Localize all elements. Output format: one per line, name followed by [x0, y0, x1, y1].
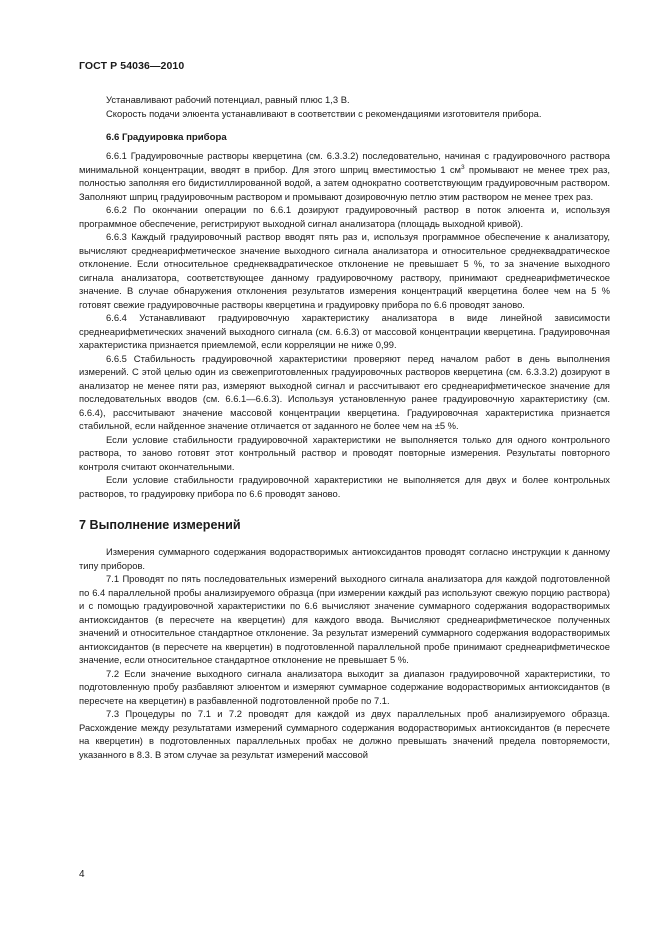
paragraph-7-3: 7.3 Процедуры по 7.1 и 7.2 проводят для каждой из двух параллельных проб анализируемого образца. Расхождение между результатами измерений суммарного содержания водорастворимых антиоксидантов (в пересчете на кверцетин) в подготовленных параллельных пробах не должно превышать значений предела повторяемости, указанного в 8.3. В этом случае за результат измерений массовой: [79, 708, 610, 760]
page-content: [79, 93, 610, 761]
paragraph-6-6-1-text-b: промывают не менее трех раз, полностью заполняя его бидистиллированной водой, а затем однократно соответствующим градуировочным раствором. Заполняют шприц градуировочным раствором и промывают дозировочную петлю этим раствором не менее трех раз.: [79, 163, 610, 202]
paragraph-eluent-rate: Скорость подачи элюента устанавливают в соответствии с рекомендациями изготовителя прибора.: [106, 107, 542, 119]
paragraph-7-1: 7.1 Проводят по пять последовательных измерений выходного сигнала анализатора для каждой подготовленной по 6.4 параллельной пробы анализируемого образца (при измерении каждый раз используют свежую порцию раствора) и с помощью градуировочной характеристики по 6.6 вычисляют значение суммарного содержания водорастворимых антиоксидантов (в пересчете на кверцетин) для каждого ввода. Вычисляют среднеарифметическое полученных значений и относительное стандартное отклонение. За результат измерений суммарного содержания водорастворимых антиоксидантов (в пересчете на кверцетин) в подготовленной параллельной пробе принимают среднеарифметическое значение, если относительное стандартное отклонение не превышает 5 %.: [79, 573, 610, 665]
paragraph-6-6-2: 6.6.2 По окончании операции по 6.6.1 дозируют градуировочный раствор в поток элюента и, используя программное обеспечение, регистрируют выходной сигнал анализатора (площадь выходной кривой).: [79, 204, 610, 229]
section-title-7: 7 Выполнение измерений: [79, 518, 241, 532]
paragraph-6-6-5: 6.6.5 Стабильность градуировочной характеристики проверяют перед началом работ в день выполнения измерений. С этой целью один из свежеприготовленных градуировочных растворов кверцетина (см. 6.3.3.2) дозируют в анализатор не менее пяти раз, измеряют выходной сигнал и рассчитывают его среднеарифметическое значение для последовательных вводов (см. 6.6.1—6.6.3). Используя установленную ранее градуировочную характеристику (см. 6.6.4), рассчитывают значение массовой концентрации кверцетина. Градуировочная характеристика признается стабильной, если найденное значение отличается от заданного не более чем на ±5 %.: [79, 352, 610, 431]
paragraph-6-6-3: 6.6.3 Каждый градуировочный раствор вводят пять раз и, используя программное обеспечение к анализатору, вычисляют среднеарифметическое значение выходного сигнала анализатора и относительное среднеквадратическое отклонение. Если относительное среднеквадратическое отклонение не превышает 5 %, то за значение выходного сигнала анализатора, соответствующее данному градуировочному раствору, принимают среднеарифметическое значение. В случае обнаружения отклонения результатов измерения концентраций кверцетина более чем на 5 % готовят свежие градуировочные растворы кверцетина и градуировку прибора по 6.6 проводят заново.: [79, 231, 610, 310]
paragraph-stability-one-solution: Если условие стабильности градуировочной характеристики не выполняется только для одного контрольного раствора, то заново готовят этот контрольный раствор и проводят повторные измерения. Результаты повторного контроля считают окончательными.: [79, 433, 610, 472]
standard-header: ГОСТ Р 54036—2010: [79, 60, 185, 72]
paragraph-6-6-4: 6.6.4 Устанавливают градуировочную характеристику анализатора в виде линейной зависимости среднеарифметических значений выходного сигнала (см. 6.6.3) от массовой концентрации кверцетина. Градуировочная характеристика признается приемлемой, если корреляции не ниже 0,99.: [79, 312, 610, 350]
paragraph-7-2: 7.2 Если значение выходного сигнала анализатора выходит за диапазон градуировочной характеристики, то подготовленную пробу разбавляют элюентом и измеряют суммарное содержание водорастворимых антиоксидантов (в пересчете на кверцетин) в разбавленной подготовленной пробе по 7.1.: [79, 667, 610, 706]
subsection-title-6-6: 6.6 Градуировка прибора: [106, 132, 227, 143]
paragraph-7-intro: Измерения суммарного содержания водорастворимых антиоксидантов проводят согласно инструкции к данному типу приборов.: [79, 546, 610, 571]
page-number: 4: [79, 869, 85, 880]
paragraph-6-6-1-text-a: 6.6.1 Градуировочные растворы кверцетина (см. 6.3.3.2) последовательно, начиная с градуировочного раствора минимальной концентрации, вводят в прибор. Для этого шприц вместимостью 1 см: [79, 150, 610, 175]
paragraph-6-6-1: [79, 149, 610, 203]
paragraph-stability-two-solutions: Если условие стабильности градуировочной характеристики не выполняется для двух и более контрольных растворов, то градуировку прибора по 6.6 проводят заново.: [79, 474, 610, 499]
superscript-cubic: 3: [460, 163, 465, 171]
paragraph-working-potential: Устанавливают рабочий потенциал, равный плюс 1,3 В.: [106, 94, 350, 105]
